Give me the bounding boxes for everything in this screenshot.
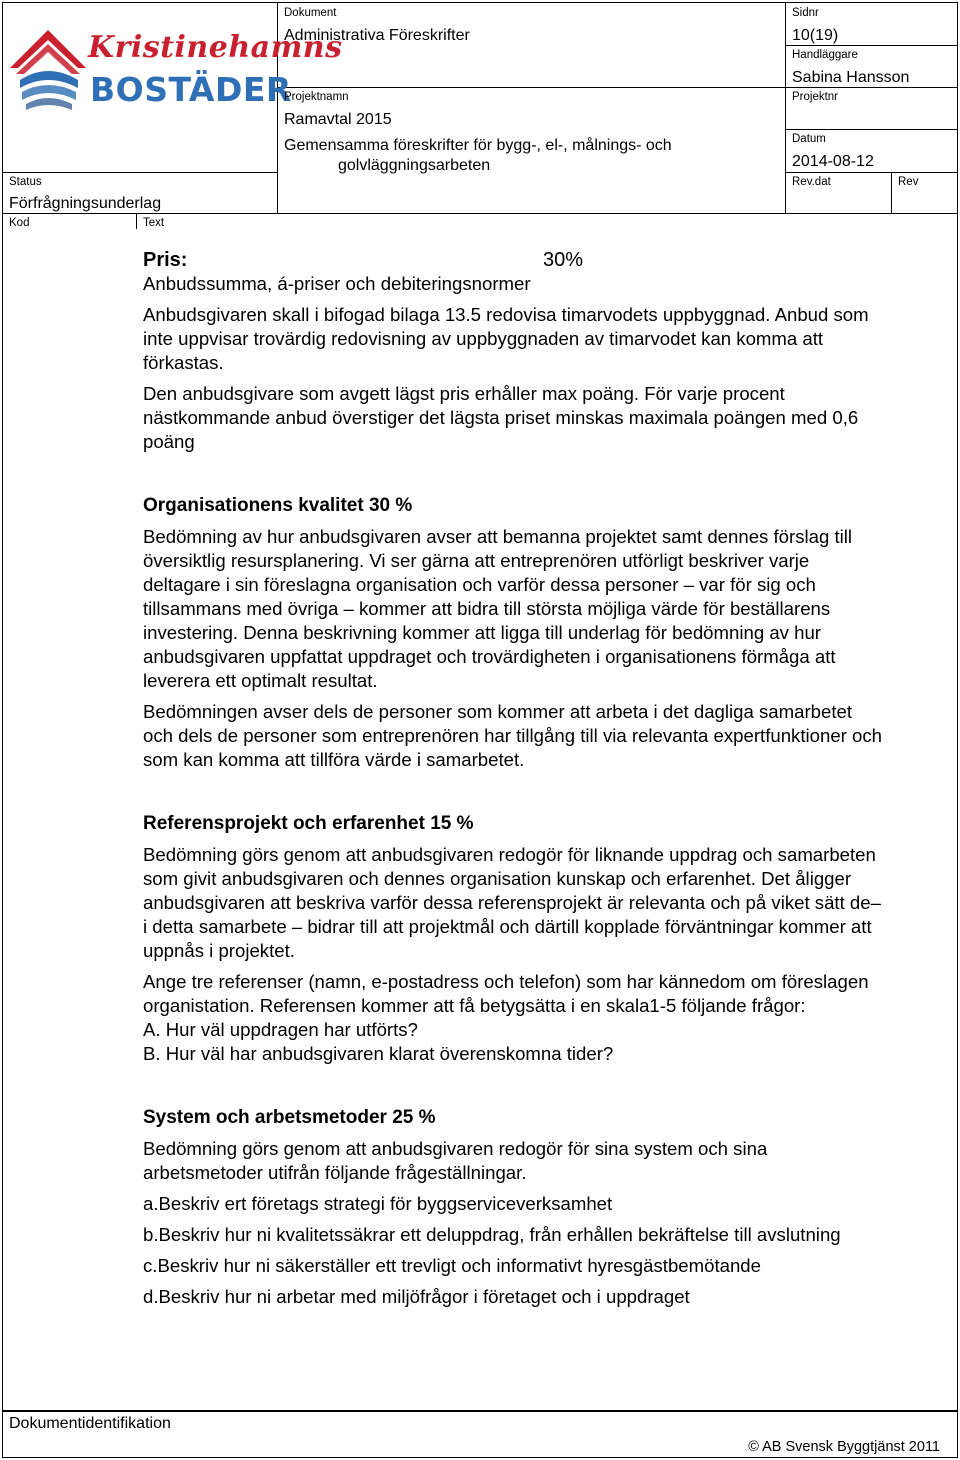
projekt-description-line2: golvläggningsarbeten [338,157,491,174]
revdat-label: Rev.dat [792,176,831,188]
rev-label: Rev [898,176,919,188]
sidnr-value: 10(19) [792,27,839,44]
projektnamn-label: Projektnamn [284,91,349,103]
projekt-description-line1: Gemensamma föreskrifter för bygg-, el-, målnings- och [284,137,672,154]
header-divider [785,129,958,130]
ref-paragraph: Bedömning görs genom att anbudsgivaren redogör för liknande uppdrag och samarbeten som givit anbudsgivaren och dennes organisation kunskap och erfarenhet. Det åligger anbudsgivaren att beskriva varför dessa referensprojekt är relevanta och på viket sätt de– i detta samarbete – bidrar till att projektmål och därtill kopplade förväntningar kommer att uppnås i projektet. [143,844,881,961]
org-heading: Organisationens kvalitet 30 % [143,495,413,516]
pris-label: Pris: [143,249,188,271]
handlaggare-value: Sabina Hansson [792,69,910,86]
status-label: Status [9,176,42,188]
company-name-script: Kristinehamns [88,30,343,65]
ref-question: B. Hur väl har anbudsgivaren klarat överenskomna tider? [143,1043,614,1064]
ref-question: A. Hur väl uppdragen har utförts? [143,1019,418,1040]
dokumentidentifikation-label: Dokumentidentifikation [9,1415,171,1432]
header-divider [785,2,786,213]
sys-heading: System och arbetsmetoder 25 % [143,1107,436,1128]
pris-paragraph: Anbudsgivaren skall i bifogad bilaga 13.5 redovisa timarvodets uppbyggnad. Anbud som inte uppvisar trovärdig redovisning av uppbyggnaden av timarvodet kan komma att förkastas. [143,304,869,373]
sys-list-item: b.Beskriv hur ni kvalitetssäkrar ett deluppdrag, från erhållen bekräftelse till avslutning [143,1224,841,1245]
projektnamn-value: Ramavtal 2015 [284,111,392,128]
datum-label: Datum [792,133,826,145]
projektnr-label: Projektnr [792,91,839,103]
company-name-bold: BOSTÄDER [90,70,292,109]
org-paragraph: Bedömningen avser dels de personer som kommer att arbeta i det dagliga samarbetet och dels de personer som entreprenören har tillgång till via relevanta expertfunktioner och som kan komma att tillföra värde i samarbetet. [143,701,883,770]
text-label: Text [143,217,165,229]
kod-divider [136,213,137,229]
handlaggare-label: Handläggare [792,49,858,61]
house-roof-logo-icon [8,22,88,114]
pris-subheading: Anbudssumma, á-priser och debiteringsnormer [143,273,531,294]
ref-paragraph: Ange tre referenser (namn, e-postadress och telefon) som har kännedom om föreslagen organistation. Referensen kommer att få betygsätta i en skala1-5 följande frågor: [143,971,869,1016]
pris-section [143,248,883,454]
header-divider [2,172,277,173]
ref-section [143,812,883,1066]
content-area [143,248,883,1309]
dokument-label: Dokument [284,7,337,19]
sys-list-item: d.Beskriv hur ni arbetar med miljöfrågor i företaget och i uppdraget [143,1286,690,1307]
pris-percent: 30% [543,249,584,271]
status-value: Förfrågningsunderlag [9,195,162,212]
sys-list-item: a.Beskriv ert företags strategi för byggserviceverksamhet [143,1193,613,1214]
header-divider [891,172,892,213]
datum-value: 2014-08-12 [792,153,874,170]
copyright-label: AB Svensk Byggtjänst 2011 [762,1439,940,1455]
sys-list-item: c.Beskriv hur ni säkerställer ett trevligt och informativt hyresgästbemötande [143,1255,761,1276]
header-divider [785,172,958,173]
dokument-value: Administrativa Föreskrifter [284,27,470,44]
sys-section [143,1106,883,1309]
kod-label: Kod [9,217,30,229]
copyright-icon: © [748,1439,759,1455]
sys-paragraph: Bedömning görs genom att anbudsgivaren redogör för sina system och sina arbetsmetoder utifrån följande frågeställningar. [143,1138,768,1183]
sidnr-label: Sidnr [792,7,819,19]
ref-heading: Referensprojekt och erfarenhet 15 % [143,813,474,834]
org-paragraph: Bedömning av hur anbudsgivaren avser att bemanna projektet samt dennes förslag till översiktlig resursplanering. Vi ser gärna att entreprenören utförligt beskriver varje deltagare i sin föreslagna organisation och varför dessa personer – var för sig och tillsammans med övriga – kommer att bidra till största möjliga värde för beställarens investering. Denna beskrivning kommer att ligga till underlag för bedömning av hur anbudsgivaren uppfattat uppdraget och trovärdigheten i organisationens förmåga att leverera ett optimalt resultat. [143,526,853,691]
pris-heading [143,248,883,272]
pris-paragraph: Den anbudsgivare som avgett lägst pris erhåller max poäng. För varje procent nästkommande anbud överstiger det lägsta priset minskas maximala poängen med 0,6 poäng [143,383,859,452]
copyright-text [748,1438,940,1456]
org-section [143,494,883,772]
header-divider [277,87,785,88]
